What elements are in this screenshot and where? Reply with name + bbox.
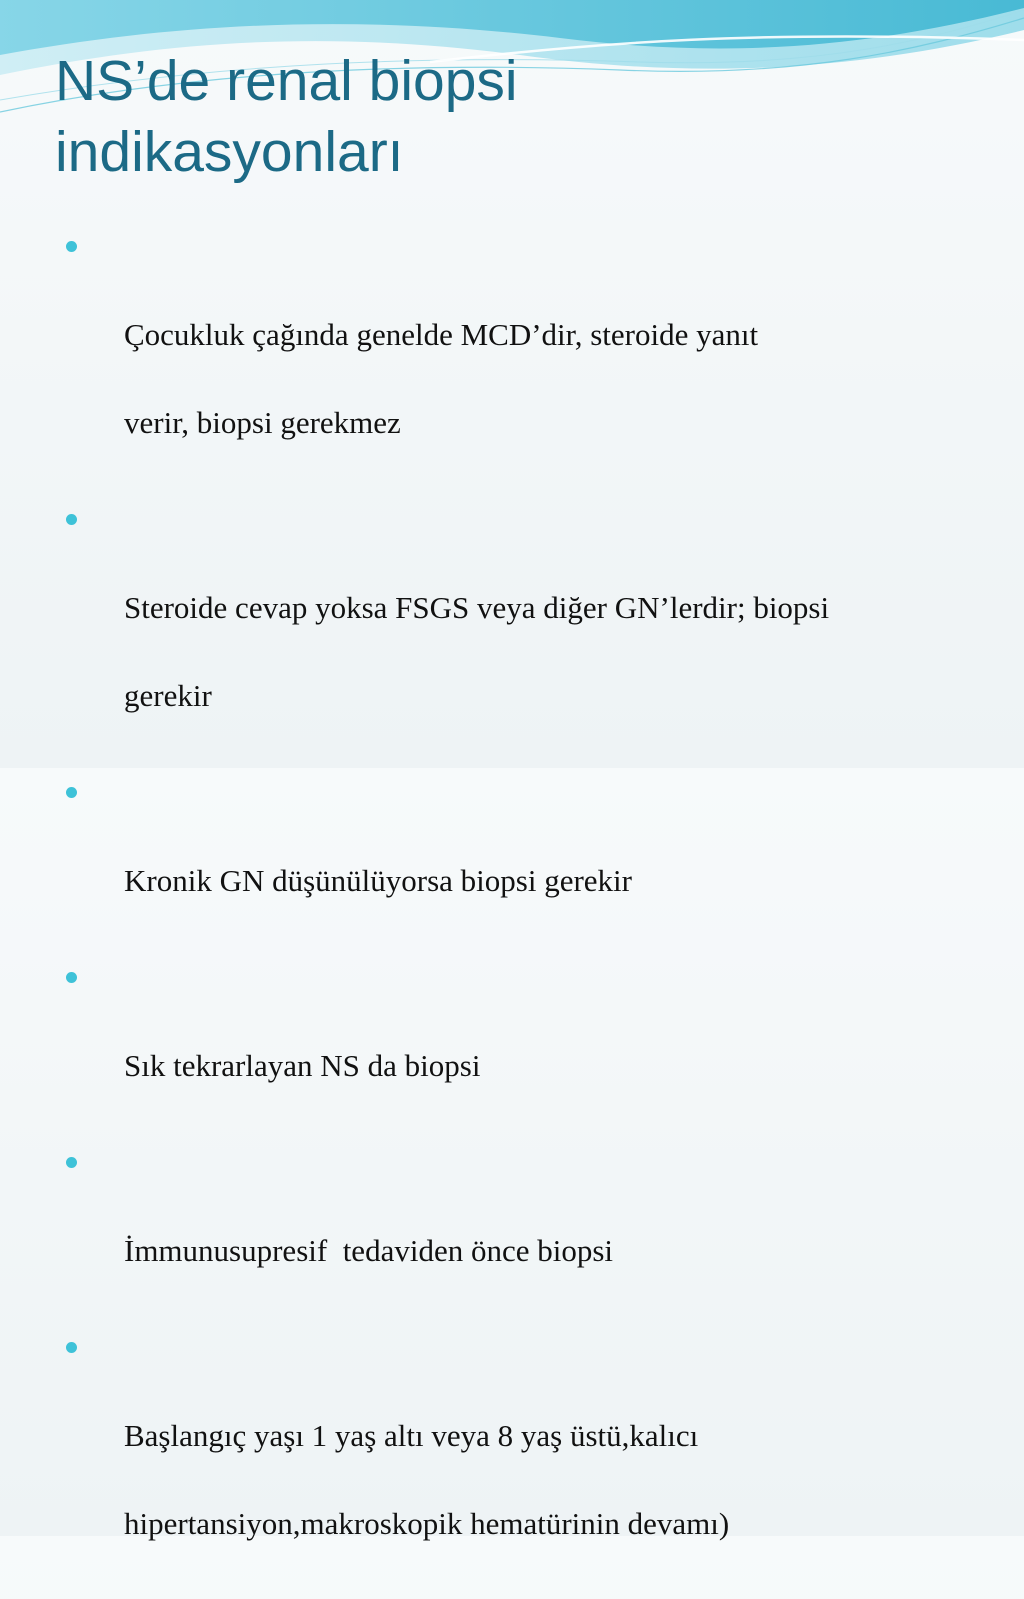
bullet-dot-icon — [66, 1342, 77, 1353]
bullet-list — [60, 225, 960, 1599]
bullet-dot-icon — [66, 972, 77, 983]
bullet-text-line: Sık tekrarlayan NS da biopsi — [124, 1048, 481, 1083]
bullet-dot-icon — [66, 241, 77, 252]
title-line-2: indikasyonları — [55, 120, 404, 184]
bullet-item — [60, 1326, 960, 1590]
bullet-item — [60, 498, 960, 762]
bullet-dot-icon — [66, 514, 77, 525]
bullet-text-line: gerekir — [124, 678, 212, 713]
bullet-text-line: verir, biopsi gerekmez — [124, 405, 401, 440]
bullet-item — [60, 225, 960, 489]
bullet-text-line: Kronik GN düşünülüyorsa biopsi gerekir — [124, 863, 632, 898]
bullet-item — [60, 1141, 960, 1317]
bullet-text-line: Çocukluk çağında genelde MCD’dir, steroide yanıt — [124, 317, 759, 352]
bullet-text-line: Steroide cevap yoksa FSGS veya diğer GN’lerdir; biopsi — [124, 590, 830, 625]
bullet-text-line: Başlangıç yaşı 1 yaş altı veya 8 yaş üstü,kalıcı — [124, 1418, 699, 1453]
slide-title — [55, 46, 955, 188]
title-line-1: NS’de renal biopsi — [55, 49, 518, 113]
bullet-dot-icon — [66, 787, 77, 798]
bullet-text-line: İmmunusupresif tedaviden önce biopsi — [124, 1233, 614, 1268]
bullet-item — [60, 771, 960, 947]
bullet-text-line: hipertansiyon,makroskopik hematürinin devamı) — [124, 1506, 730, 1541]
bullet-dot-icon — [66, 1157, 77, 1168]
bullet-item — [60, 956, 960, 1132]
